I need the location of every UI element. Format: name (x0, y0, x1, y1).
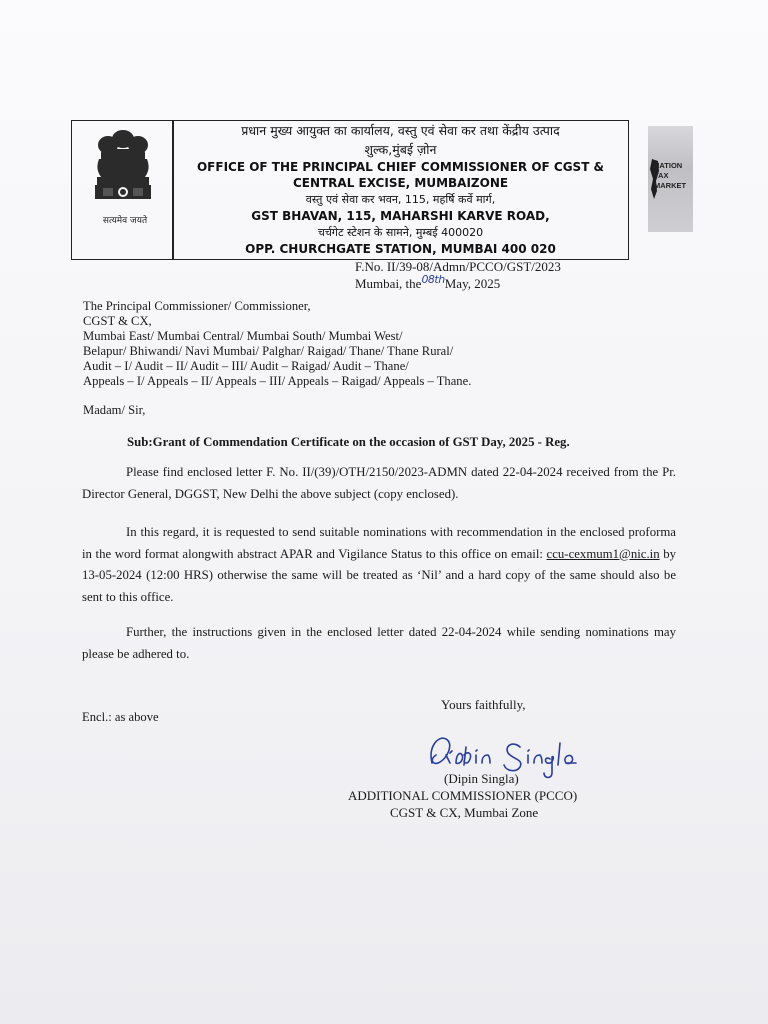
paragraph-2-text-end: by 13-05-2024 (12:00 HRS) otherwise the same will be treated as ‘Nil’ and a hard copy of the same should also be sent to this office. (82, 546, 677, 604)
file-number: F.No. II/39-08/Admn/PCCO/GST/2023 (355, 259, 561, 274)
addressee-line: CGST & CX, (83, 314, 152, 328)
signatory-designation: ADDITIONAL COMMISSIONER (PCCO) (348, 788, 578, 803)
signatory-name: (Dipin Singla) (444, 771, 519, 786)
hindi-address-line-1: वस्तु एवं सेवा कर भवन, 115, महर्षि कर्वे मार्ग, (305, 193, 496, 206)
letterhead (71, 120, 687, 260)
paragraph-3-text: Further, the instructions given in the enclosed letter dated 22-04-2024 while sending nominations may please be adhered to. (82, 625, 676, 661)
subject-line: Sub:Grant of Commendation Certificate on the occasion of GST Day, 2025 - Reg. (127, 435, 570, 449)
paragraph-3 (82, 622, 676, 665)
closing: Yours faithfully, (441, 697, 526, 712)
salutation: Madam/ Sir, (83, 403, 146, 417)
file-reference (355, 258, 561, 293)
paragraph-2-text: In this regard, it is requested to send suitable nominations with recommendation in the enclosed proforma in the word format alongwith abstract APAR and Vigilance Status to this office on email: (82, 525, 676, 561)
addressee-line: Belapur/ Bhiwandi/ Navi Mumbai/ Palghar/ Raigad/ Thane/ Thane Rural/ (83, 344, 454, 358)
national-emblem-icon (75, 123, 171, 231)
letterhead-text (173, 121, 628, 257)
address-line-1: GST BHAVAN, 115, MAHARSHI KARVE ROAD, (251, 209, 550, 223)
stamp-line-2: TAX (654, 171, 669, 180)
paragraph-1-text: Please find enclosed letter F. No. II/(39)/OTH/2150/2023-ADMN dated 22-04-2024 received from the Pr. Director General, DGGST, New Delhi the above subject (copy enclosed). (82, 465, 676, 501)
signatory-block (348, 770, 577, 821)
addressee-line: Audit – I/ Audit – II/ Audit – III/ Audit – Raigad/ Audit – Thane/ (83, 359, 409, 373)
handwritten-day: 08th (421, 273, 445, 286)
email-link[interactable]: ccu-cexmum1@nic.in (546, 546, 660, 561)
paragraph-1 (82, 462, 676, 505)
date-prefix: Mumbai, the (355, 276, 422, 291)
stamp-text (654, 161, 690, 191)
enclosure-note: Encl.: as above (82, 710, 159, 724)
stamp-logo (628, 121, 700, 259)
office-name-line-1: OFFICE OF THE PRINCIPAL CHIEF COMMISSIONER OF CGST & (196, 160, 605, 174)
signatory-office: CGST & CX, Mumbai Zone (390, 805, 539, 820)
letter-date (355, 275, 561, 293)
addressee-line: Appeals – I/ Appeals – II/ Appeals – III/ Appeals – Raigad/ Appeals – Thane. (83, 374, 472, 388)
hindi-address-line-2: चर्चगेट स्टेशन के सामने, मुम्बई 400020 (317, 226, 484, 239)
hindi-office-line-2: शुल्क,मुंबई ज़ोन (364, 142, 437, 157)
date-suffix: May, 2025 (444, 276, 501, 291)
address-line-2: OPP. CHURCHGATE STATION, MUMBAI 400 020 (245, 242, 556, 256)
addressee-line: Mumbai East/ Mumbai Central/ Mumbai South/ Mumbai West/ (83, 329, 403, 343)
stamp-line-1: NATION (654, 161, 683, 170)
emblem-motto: सत्यमेव जयते (102, 216, 148, 226)
office-name-line-2: CENTRAL EXCISE, MUMBAIZONE (292, 176, 509, 190)
stamp-line-3: MARKET (654, 181, 687, 190)
hindi-office-line-1: प्रधान मुख्य आयुक्त का कार्यालय, वस्तु एवं सेवा कर तथा केंद्रीय उत्पाद (241, 123, 560, 138)
paragraph-2 (82, 522, 676, 608)
addressee-line: The Principal Commissioner/ Commissioner, (83, 299, 311, 313)
addressee-block (83, 299, 683, 389)
